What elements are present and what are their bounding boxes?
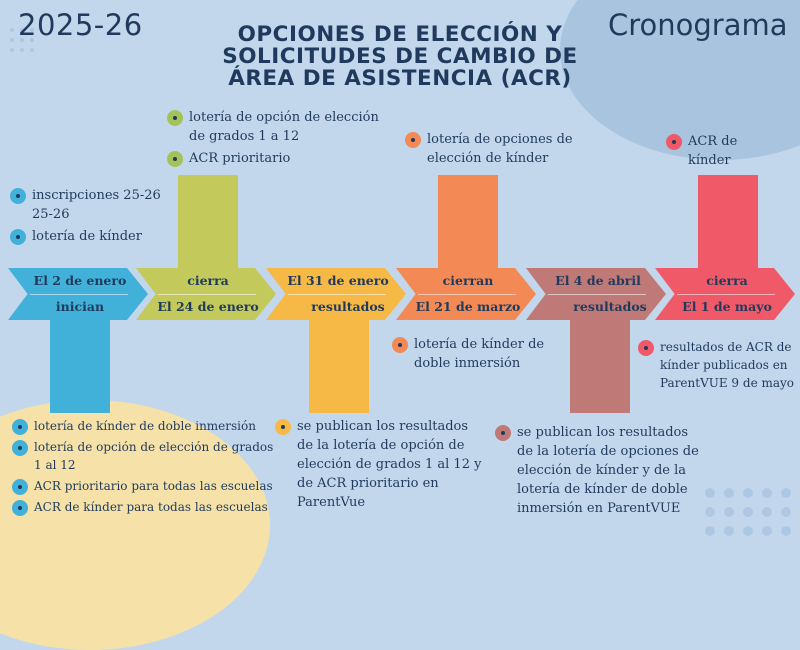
section-label: Cronograma [608, 8, 788, 42]
red-bar [698, 175, 758, 270]
bullet-icon [12, 500, 28, 516]
list-item: lotería de kínder de doble inmersión [12, 417, 274, 435]
list-item: lotería de opción de elección de grados 1 a 12 [167, 108, 382, 146]
bullet-icon [638, 340, 654, 356]
stage-6-status: cierra [706, 273, 748, 288]
yellow-bar [309, 318, 369, 413]
list-item: ACR de kínder para todas las escuelas [12, 498, 274, 516]
title-line: SOLICITUDES DE CAMBIO DE [222, 44, 578, 69]
orange-top-notes [405, 130, 575, 171]
bullet-icon [666, 134, 682, 150]
list-item: lotería de kínder [10, 227, 180, 246]
stage-2-status: cierra [187, 273, 229, 288]
bullet-icon [392, 337, 408, 353]
mauve-bar [570, 318, 630, 413]
blue-bar [50, 318, 110, 413]
stage-1-status: inician [55, 299, 105, 314]
mauve-bottom-notes [495, 423, 705, 521]
stage-2-date: El 24 de enero [157, 299, 259, 314]
bullet-icon [405, 132, 421, 148]
bullet-icon [495, 425, 511, 441]
stage-3-date: El 31 de enero [287, 273, 389, 288]
red-bottom-notes [638, 338, 798, 395]
list-item: lotería de opción de elección de grados 1 al 12 [12, 438, 274, 474]
page-title [160, 24, 640, 90]
decorative-dots-bottom [705, 488, 791, 536]
bullet-icon [167, 110, 183, 126]
red-top-notes [666, 132, 766, 173]
bullet-icon [12, 479, 28, 495]
stage-1-date: El 2 de enero [33, 273, 127, 288]
stage-4-status: cierran [442, 273, 494, 288]
bullet-icon [12, 419, 28, 435]
green-top-notes [167, 108, 382, 171]
list-item: ACR de kínder [666, 132, 766, 170]
list-item: resultados de ACR de kínder publicados en ParentVUE 9 de mayo [638, 338, 798, 392]
title-line: OPCIONES DE ELECCIÓN Y [237, 22, 563, 47]
bullet-icon [10, 188, 26, 204]
bullet-icon [275, 419, 291, 435]
title-line: ÁREA DE ASISTENCIA (ACR) [228, 66, 572, 91]
school-year: 2025-26 [18, 8, 143, 42]
orange-bottom-notes [392, 335, 562, 376]
bullet-icon [12, 440, 28, 456]
green-bar [178, 175, 238, 270]
blue-top-notes [10, 186, 180, 249]
stage-6-date: El 1 de mayo [682, 299, 772, 314]
stage-5-date: El 4 de abril [555, 273, 641, 288]
bullet-icon [10, 229, 26, 245]
orange-bar [438, 175, 498, 270]
stage-3-status: resultados [311, 299, 385, 314]
bullet-icon [167, 151, 183, 167]
list-item: ACR prioritario para todas las escuelas [12, 477, 274, 495]
list-item: se publican los resultados de la lotería de opciones de elección de kínder y de la lotería de kínder de doble inmersión en ParentVUE [495, 423, 705, 518]
list-item: lotería de opciones de elección de kínder [405, 130, 575, 168]
list-item: lotería de kínder de doble inmersión [392, 335, 562, 373]
yellow-bottom-notes [275, 417, 485, 515]
stage-4-date: El 21 de marzo [415, 299, 521, 314]
list-item: ACR prioritario [167, 149, 382, 168]
list-item: inscripciones 25-26 25-26 [10, 186, 180, 224]
list-item: se publican los resultados de la lotería de opción de elección de grados 1 al 12 y de ACR prioritario en ParentVue [275, 417, 485, 512]
stage-5-status: resultados [573, 299, 647, 314]
blue-bottom-notes [12, 417, 274, 519]
